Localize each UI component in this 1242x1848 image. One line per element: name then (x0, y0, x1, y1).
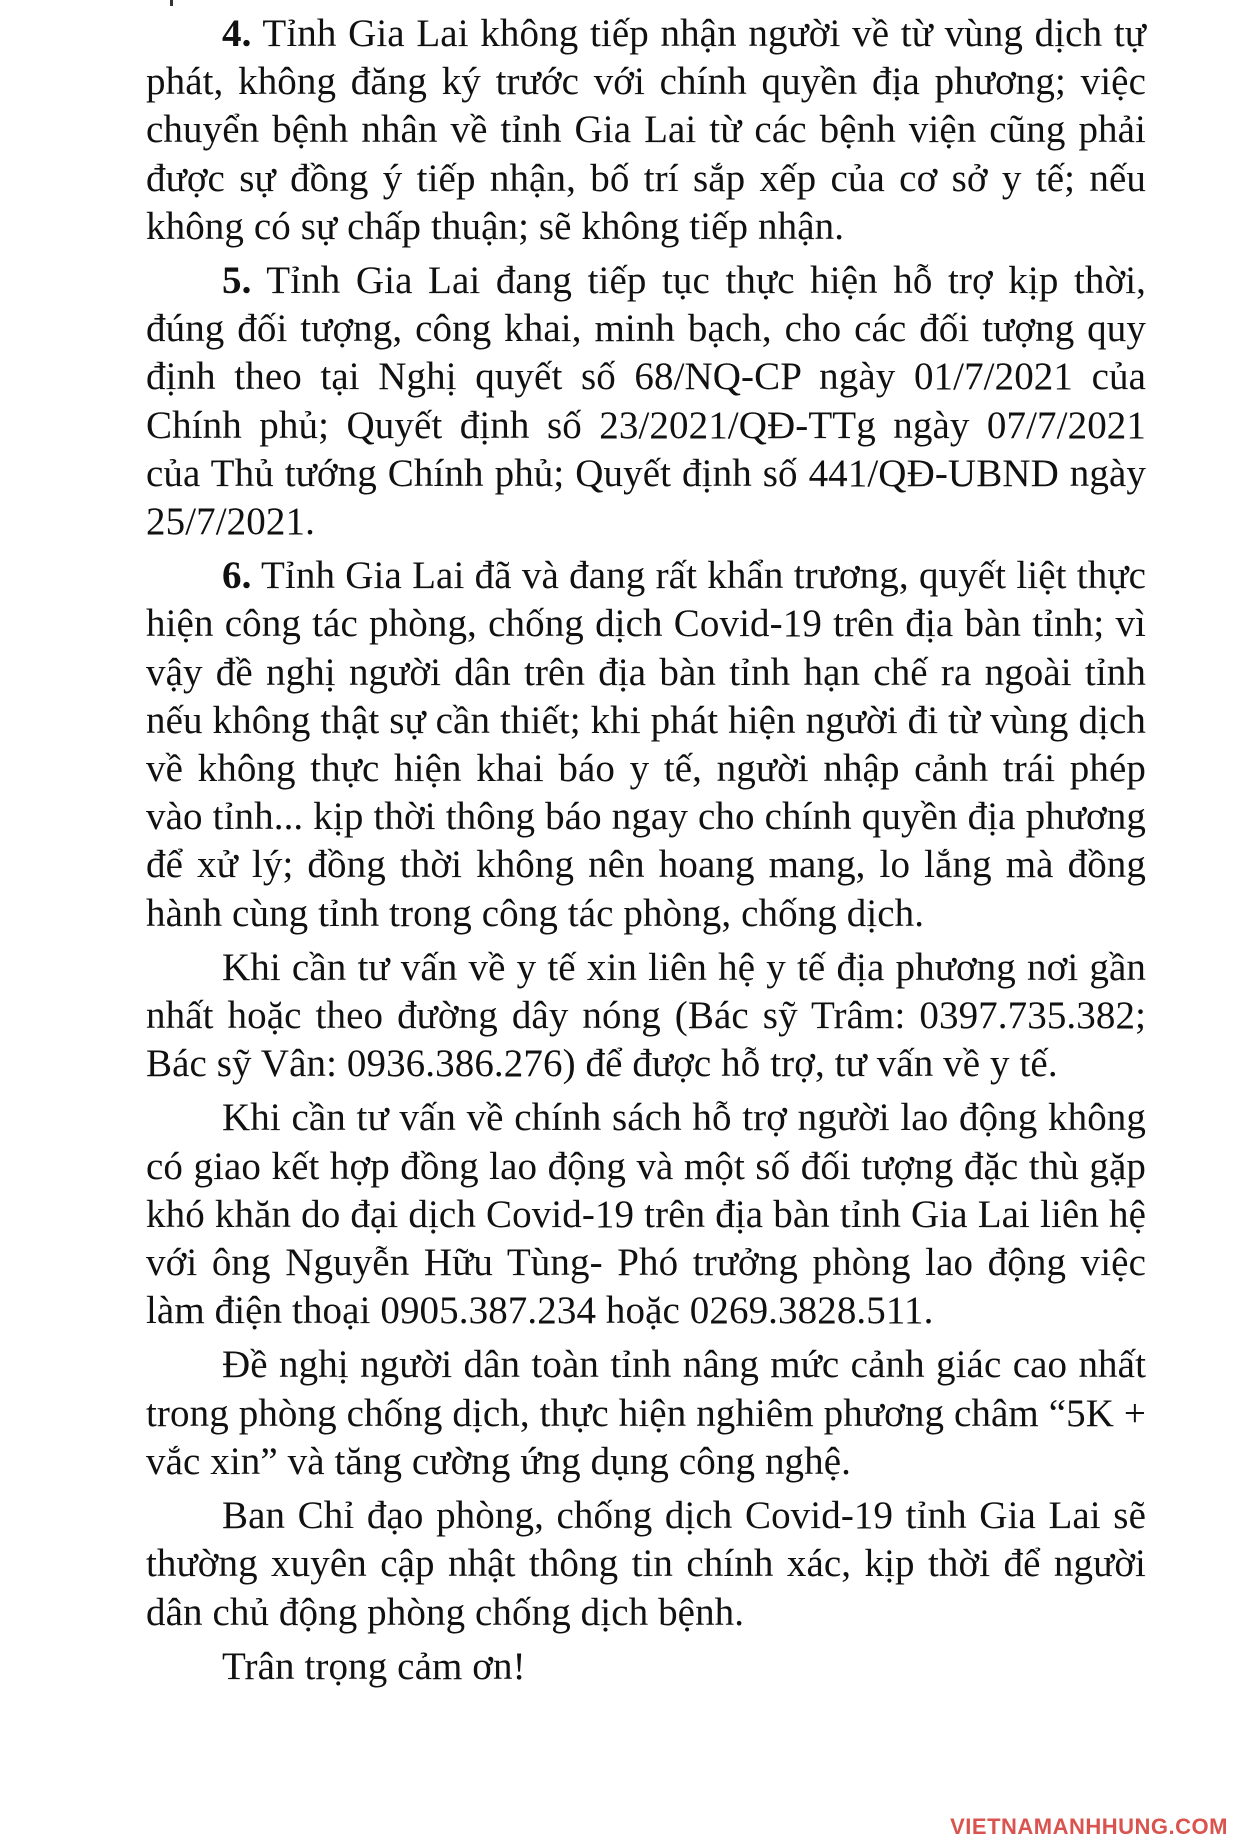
paragraph-updates (146, 1492, 1146, 1637)
paragraph-item-5 (146, 257, 1146, 546)
paragraph-closing (146, 1643, 1146, 1691)
paragraph-text: Khi cần tư vấn về chính sách hỗ trợ người lao động không có giao kết hợp đồng lao động và một số đối tượng đặc thù gặp khó khăn do đại dịch Covid-19 trên địa bàn tỉnh Gia Lai liên hệ với ông Nguyễn Hữu Tùng- Phó trưởng phòng lao động việc làm điện thoại 0905.387.234 hoặc 0269.3828.511. (146, 1096, 1146, 1333)
paragraph-labor-support (146, 1094, 1146, 1335)
paragraph-text: Trân trọng cảm ơn! (222, 1644, 526, 1688)
item-number: 5. (222, 259, 252, 303)
paragraph-text: Ban Chỉ đạo phòng, chống dịch Covid-19 tỉnh Gia Lai sẽ thường xuyên cập nhật thông tin chính xác, kịp thời để người dân chủ động phòng chống dịch bệnh. (146, 1494, 1146, 1634)
paragraph-text: Khi cần tư vấn về y tế xin liên hệ y tế địa phương nơi gần nhất hoặc theo đường dây nóng (Bác sỹ Trâm: 0397.735.382; Bác sỹ Vân: 0936.386.276) để được hỗ trợ, tư vấn về y tế. (146, 945, 1146, 1086)
document-body (146, 10, 1146, 1697)
paragraph-text: Tỉnh Gia Lai đã và đang rất khẩn trương, quyết liệt thực hiện công tác phòng, chống dịch Covid-19 trên địa bàn tỉnh; vì vậy đề nghị người dân trên địa bàn tỉnh hạn chế ra ngoài tỉnh nếu không thật sự cần thiết; khi phát hiện người đi từ vùng dịch về không thực hiện khai báo y tế, người nhập cảnh trái phép vào tỉnh... kịp thời thông báo ngay cho chính quyền địa phương để xử lý; đồng thời không nên hoang mang, lo lắng mà đồng hành cùng tỉnh trong công tác phòng, chống dịch. (146, 554, 1146, 935)
item-number: 4. (222, 12, 252, 55)
page-edge-mark (170, 0, 173, 6)
paragraph-text: Tỉnh Gia Lai không tiếp nhận người về từ vùng dịch tự phát, không đăng ký trước với chính quyền địa phương; việc chuyển bệnh nhân về tỉnh Gia Lai từ các bệnh viện cũng phải được sự đồng ý tiếp nhận, bố trí sắp xếp của cơ sở y tế; nếu không có sự chấp thuận; sẽ không tiếp nhận. (146, 12, 1146, 248)
paragraph-vigilance (146, 1341, 1146, 1486)
paragraph-text: Tỉnh Gia Lai đang tiếp tục thực hiện hỗ trợ kịp thời, đúng đối tượng, công khai, minh bạch, cho các đối tượng quy định theo tại Nghị quyết số 68/NQ-CP ngày 01/7/2021 của Chính phủ; Quyết định số 23/2021/QĐ-TTg ngày 07/7/2021 của Thủ tướng Chính phủ; Quyết định số 441/QĐ-UBND ngày 25/7/2021. (146, 259, 1146, 544)
watermark: VIETNAMANHHUNG.COM (950, 1814, 1228, 1839)
item-number: 6. (222, 554, 252, 598)
paragraph-text: Đề nghị người dân toàn tỉnh nâng mức cảnh giác cao nhất trong phòng chống dịch, thực hiện nghiêm phương châm “5K + vắc xin” và tăng cường ứng dụng công nghệ. (146, 1343, 1146, 1483)
paragraph-medical-hotline (146, 944, 1146, 1089)
paragraph-item-4 (146, 10, 1146, 251)
paragraph-item-6 (146, 552, 1146, 938)
